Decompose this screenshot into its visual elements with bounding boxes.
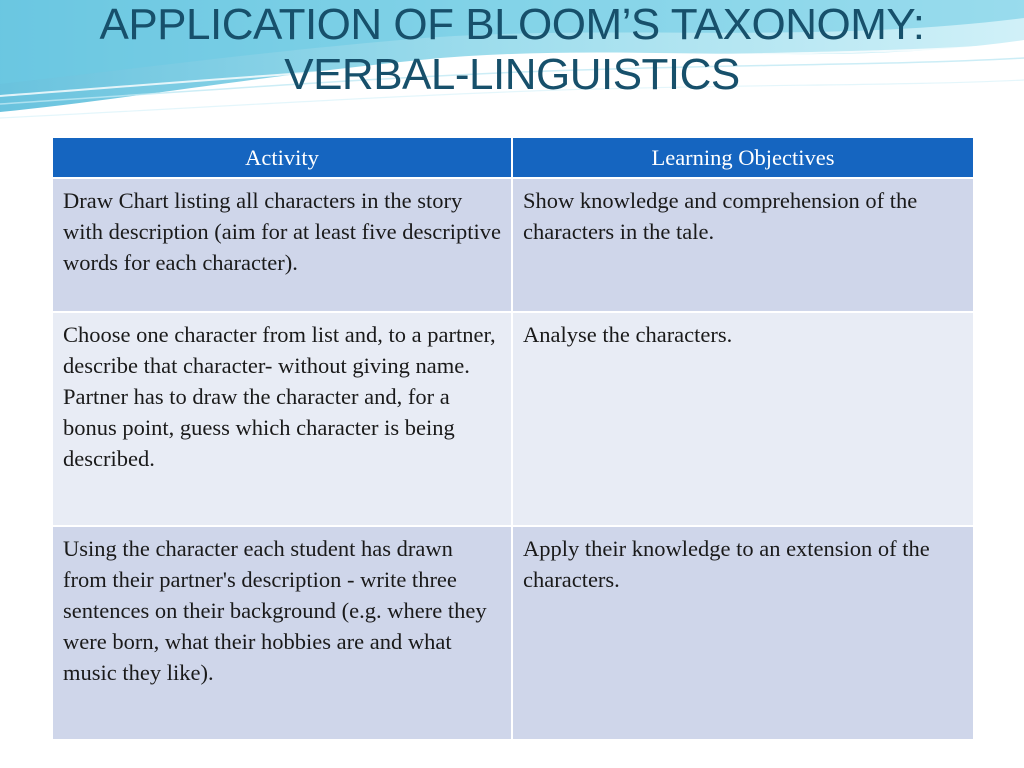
column-header-learning-objectives: Learning Objectives bbox=[512, 137, 974, 178]
table-row bbox=[52, 312, 974, 526]
activity-cell: Draw Chart listing all characters in the story with description (aim for at least five descriptive words for each character). bbox=[52, 178, 512, 312]
table-row bbox=[52, 178, 974, 312]
table-header-row bbox=[52, 137, 974, 178]
activity-cell: Choose one character from list and, to a partner, describe that character- without giving name. Partner has to draw the character and, for a bonus point, guess which character is being described. bbox=[52, 312, 512, 526]
bloom-taxonomy-table bbox=[51, 136, 975, 741]
slide-title-line-2: VERBAL-LINGUISTICS bbox=[284, 50, 740, 99]
column-header-activity: Activity bbox=[52, 137, 512, 178]
activity-cell: Using the character each student has drawn from their partner's description - write three sentences on their background (e.g. where they were born, what their hobbies are and what music they like). bbox=[52, 526, 512, 740]
objective-cell: Apply their knowledge to an extension of the characters. bbox=[512, 526, 974, 740]
objective-cell: Show knowledge and comprehension of the characters in the tale. bbox=[512, 178, 974, 312]
table-row bbox=[52, 526, 974, 740]
slide-title-line-1: APPLICATION OF BLOOM’S TAXONOMY: bbox=[99, 0, 925, 49]
objective-cell: Analyse the characters. bbox=[512, 312, 974, 526]
slide-title bbox=[0, 0, 1024, 100]
